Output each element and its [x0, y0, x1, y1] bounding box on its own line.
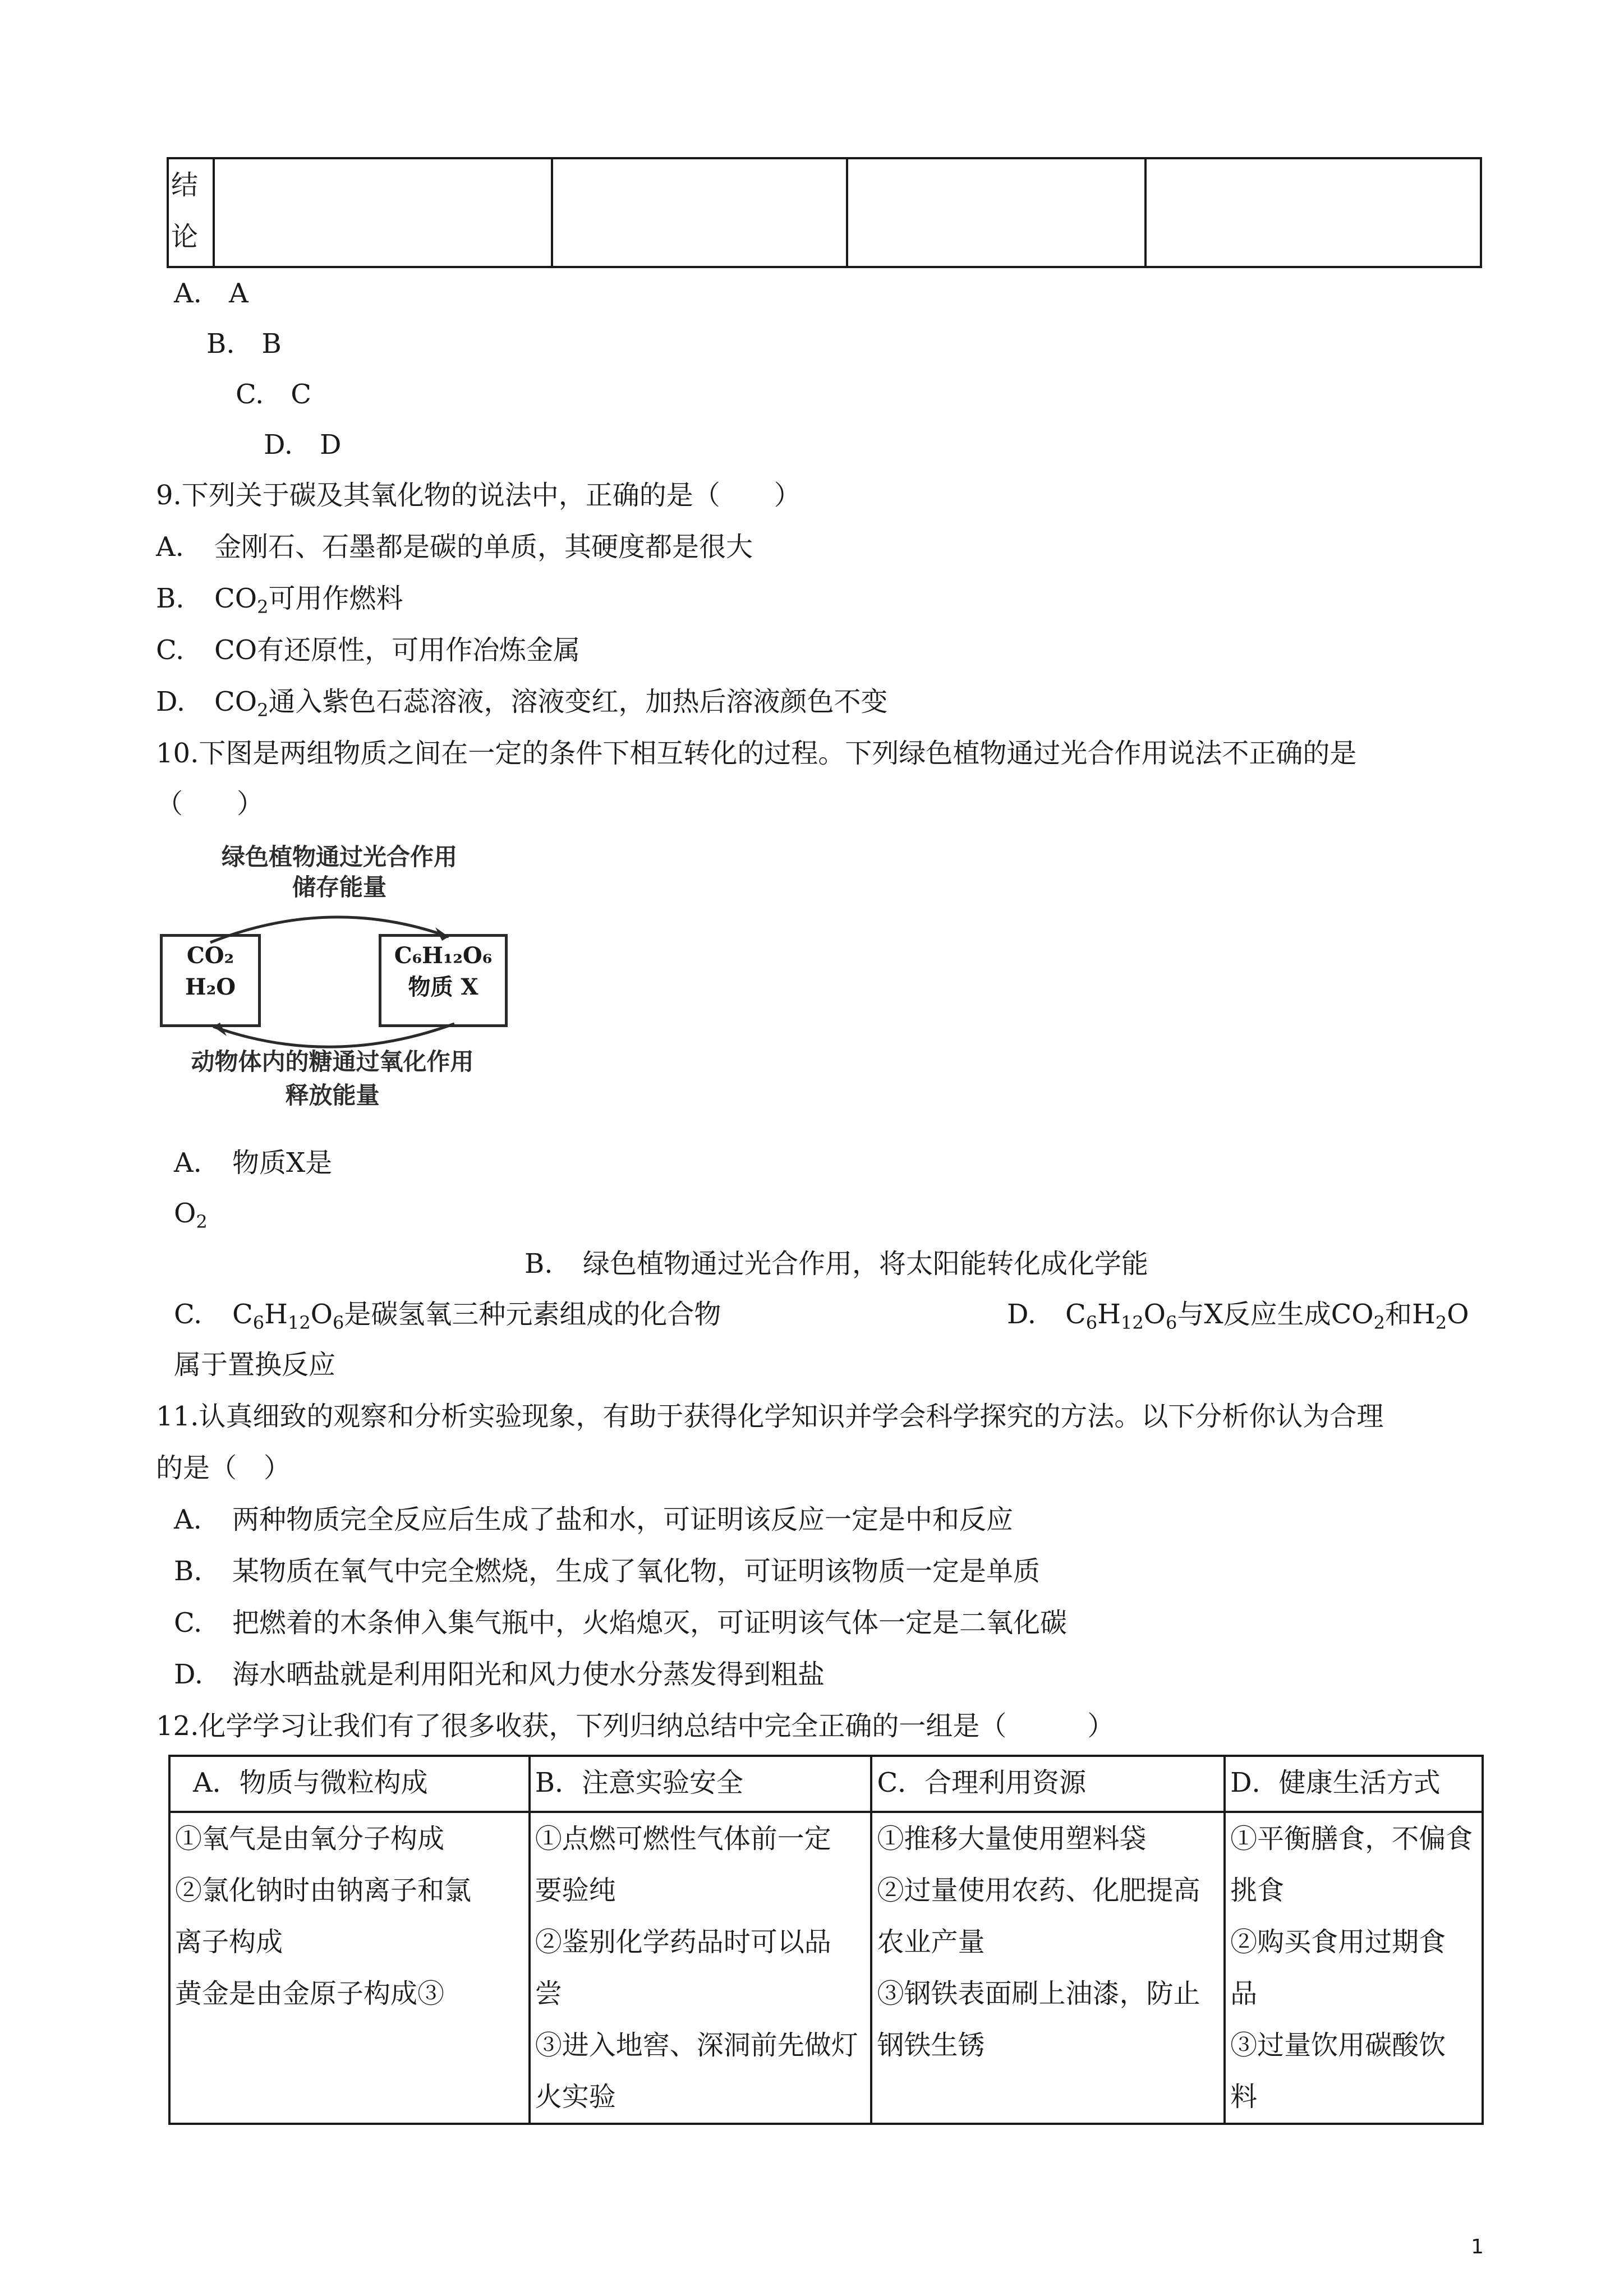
q10-option-a: A. 物质X是	[174, 1147, 333, 1179]
column-b: ①点燃可燃性气体前一定 要验纯 ②鉴别化学药品时可以品 尝 ③进入地窖、深洞前先做灯 火实验	[530, 1812, 872, 2124]
column-a: ①氧气是由氧分子构成 ②氯化钠时由钠离子和氯 离子构成 黄金是由金原子构成③	[169, 1812, 530, 2124]
q8-option-a: A. A	[174, 278, 249, 309]
cell	[552, 158, 847, 267]
q11-option-b: B. 某物质在氧气中完全燃烧，生成了氧化物，可证明该物质一定是单质	[174, 1556, 1041, 1587]
header-b: B．注意实验安全	[530, 1756, 872, 1812]
q9-stem: 9.下列关于碳及其氧化物的说法中，正确的是（ ）	[156, 480, 801, 511]
reactant-h2o: H₂O	[185, 974, 236, 1000]
cell	[214, 158, 553, 267]
q8-option-d: D. D	[264, 429, 342, 461]
cell	[1145, 158, 1481, 267]
diagram-bottom-label: 动物体内的糖通过氧化作用	[191, 1048, 474, 1075]
reactant-co2: CO₂	[186, 942, 234, 969]
q11-stem: 11.认真细致的观察和分析实验现象，有助于获得化学知识并学会科学探究的方法。以下分析你认为合理	[156, 1401, 1384, 1432]
q9-option-b: B. $CO_2$可用作燃料	[156, 583, 403, 618]
row-header-conclusion: 结论	[168, 158, 214, 267]
q12-stem: 12.化学学习让我们有了很多收获，下列归纳总结中完全正确的一组是（ ）	[156, 1710, 1115, 1742]
reactants-box	[160, 934, 261, 1027]
column-c: ①推移大量使用塑料袋 ②过量使用农药、化肥提高 农业产量 ③钢铁表面刷上油漆，防止 钢铁生锈	[871, 1812, 1225, 2124]
column-d: ①平衡膳食，不偏食 挑食 ②购买食用过期食 品 ③过量饮用碳酸饮 料	[1225, 1812, 1483, 2124]
q11-stem-cont: 的是（ ）	[156, 1452, 291, 1484]
q10-stem: 10.下图是两组物质之间在一定的条件下相互转化的过程。下列绿色植物通过光合作用说法不正确的是	[156, 738, 1357, 769]
q10-option-d-cont: 属于置换反应	[174, 1349, 336, 1381]
products-box	[379, 934, 508, 1027]
product-x: 物质 X	[408, 974, 479, 1000]
q10-stem-cont: （ ）	[156, 788, 264, 820]
q10-option-b: B. 绿色植物通过光合作用，将太阳能转化成化学能	[525, 1248, 1149, 1280]
q8-option-b: B. B	[206, 328, 282, 360]
top-table	[167, 157, 1482, 268]
header-a: A．物质与微粒构成	[169, 1756, 530, 1812]
header-d: D．健康生活方式	[1225, 1756, 1483, 1812]
page-number: 1	[1471, 2235, 1484, 2258]
q9-option-c: C. CO有还原性，可用作冶炼金属	[156, 634, 581, 666]
q8-option-c: C. C	[236, 379, 312, 410]
cell	[847, 158, 1145, 267]
q11-option-a: A. 两种物质完全反应后生成了盐和水，可证明该反应一定是中和反应	[174, 1504, 1014, 1535]
q9-option-a: A. 金刚石、石墨都是碳的单质，其硬度都是很大	[156, 531, 753, 563]
q11-option-d: D. 海水晒盐就是利用阳光和风力使水分蒸发得到粗盐	[174, 1659, 825, 1690]
diagram-bottom-sublabel: 释放能量	[285, 1082, 380, 1109]
q12-table	[168, 1755, 1484, 2125]
q10-option-a-cont: $O_2$	[174, 1198, 208, 1232]
q9-option-d: D. $CO_2$通入紫色石蕊溶液，溶液变红，加热后溶液颜色不变	[156, 686, 888, 721]
q10-option-d: D. $C_6H_{12}O_6$与X反应生成$CO_2$和$H_2O$	[1007, 1299, 1469, 1333]
product-glucose: C₆H₁₂O₆	[394, 942, 493, 969]
diagram-top-label: 绿色植物通过光合作用	[221, 843, 457, 871]
q11-option-c: C. 把燃着的木条伸入集气瓶中，火焰熄灭，可证明该气体一定是二氧化碳	[174, 1607, 1068, 1639]
q10-option-c: C. $C_6H_{12}O_6$是碳氢氧三种元素组成的化合物	[174, 1299, 721, 1333]
photosynthesis-diagram	[157, 839, 508, 1114]
header-c: C．合理利用资源	[871, 1756, 1225, 1812]
diagram-top-sublabel: 储存能量	[292, 873, 387, 901]
